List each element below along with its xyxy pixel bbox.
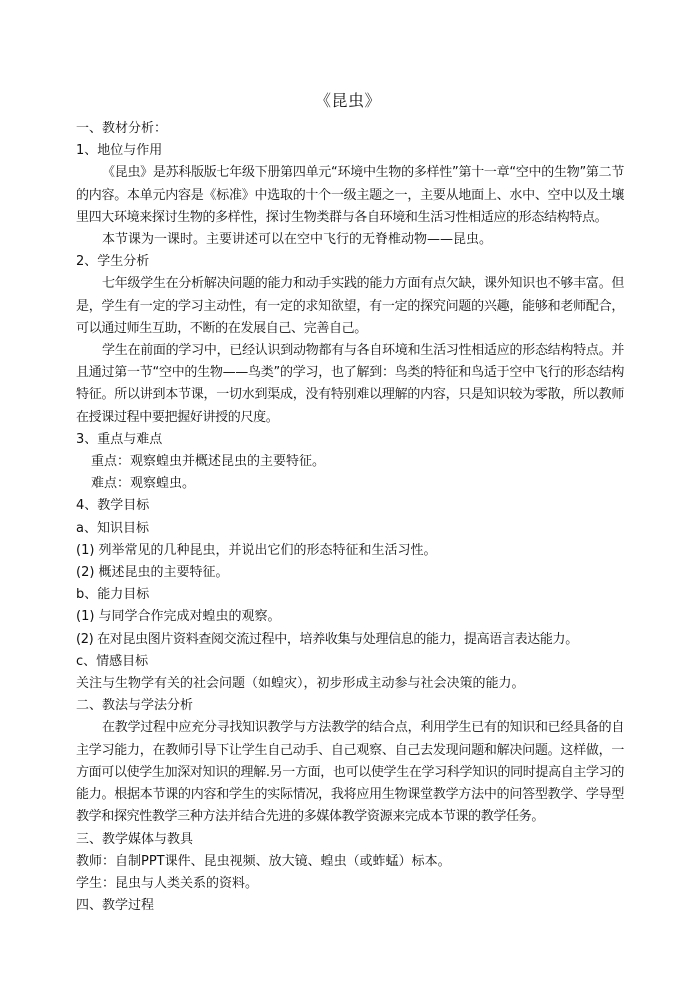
paragraph-teaching-method: 在教学过程中应充分寻找知识教学与方法教学的结合点，利用学生已有的知识和已经具备的自主学习能力，在教师引导下让学生自己动手、自己观察、自己去发现问题和解决问题。这样做，一方面可以使学生加深对知识的理解.另一方面，也可以使学生在学习科学知识的同时提高自主学习的能力。根据本节课的内容和学生的实际情况，我将应用生物课堂教学方法中的问答型教学、学导型教学和探究性教学三种方法并结合先进的多媒体教学资源来完成本节课的教学任务。: [76, 720, 624, 825]
heading-teaching-media: 三、教学媒体与教具: [76, 831, 194, 847]
paragraph-position-role: 《昆虫》是苏科版版七年级下册第四单元“环境中生物的多样性”第十一章“空中的生物”第二节的内容。本单元内容是《标准》中选取的十个一级主题之一，主要从地面上、水中、空中以及土壤里四大环境来探讨生物的多样性，探讨生物类群与各自环境和生活习性相适应的形态结构特点。: [76, 165, 624, 225]
knowledge-goal-2: (2) 概述昆虫的主要特征。: [76, 565, 229, 581]
ability-goal-1: (1) 与同学合作完成对蝗虫的观察。: [76, 609, 281, 625]
key-point-text: 重点：观察蝗虫并概述昆虫的主要特征。: [90, 454, 325, 470]
subheading-student-analysis: 2、学生分析: [76, 254, 150, 270]
document-title: 《昆虫》: [314, 91, 381, 110]
difficulty-text: 难点：观察蝗虫。: [90, 476, 195, 492]
emotion-goal-text: 关注与生物学有关的社会问题（如蝗灾），初步形成主动参与社会决策的能力。: [76, 676, 525, 692]
heading-teaching-process: 四、教学过程: [76, 898, 155, 914]
heading-teaching-method: 二、教法与学法分析: [76, 698, 194, 714]
goal-emotion-heading: c、情感目标: [76, 653, 149, 669]
subheading-teaching-goals: 4、教学目标: [76, 498, 150, 514]
paragraph-student-ability: 七年级学生在分析解决问题的能力和动手实践的能力方面有点欠缺，课外知识也不够丰富。但是，学生有一定的学习主动性，有一定的求知欲望，有一定的探究问题的兴趣，能够和老师配合，可以通过师生互助，不断的在发展自己、完善自己。: [76, 276, 624, 336]
subheading-key-difficulty: 3、重点与难点: [76, 431, 163, 447]
goal-ability-heading: b、能力目标: [76, 587, 150, 603]
paragraph-lesson-length: 本节课为一课时。主要讲述可以在空中飞行的无脊椎动物——昆虫。: [102, 232, 493, 248]
ability-goal-2: (2) 在对昆虫图片资料查阅交流过程中，培养收集与处理信息的能力，提高语言表达能力。: [76, 631, 578, 647]
paragraph-prior-learning: 学生在前面的学习中，已经认识到动物都有与各自环境和生活习性相适应的形态结构特点。并且通过第一节“空中的生物——鸟类”的学习，也了解到：鸟类的特征和鸟适于空中飞行的形态结构特征。所以讲到本节课，一切水到渠成，没有特别难以理解的内容，只是知识较为零散，所以教师在授课过程中要把握好讲授的尺度。: [76, 343, 624, 425]
document-body: [76, 118, 624, 917]
goal-knowledge-heading: a、知识目标: [76, 520, 149, 536]
knowledge-goal-1: (1) 列举常见的几种昆虫，并说出它们的形态特征和生活习性。: [76, 542, 437, 558]
subheading-position-role: 1、地位与作用: [76, 143, 163, 159]
student-materials: 学生：昆虫与人类关系的资料。: [76, 875, 259, 891]
heading-textbook-analysis: 一、教材分析：: [76, 121, 168, 136]
teacher-materials: 教师：自制PPT课件、昆虫视频、放大镜、蝗虫（或蚱蜢）标本。: [76, 853, 451, 869]
